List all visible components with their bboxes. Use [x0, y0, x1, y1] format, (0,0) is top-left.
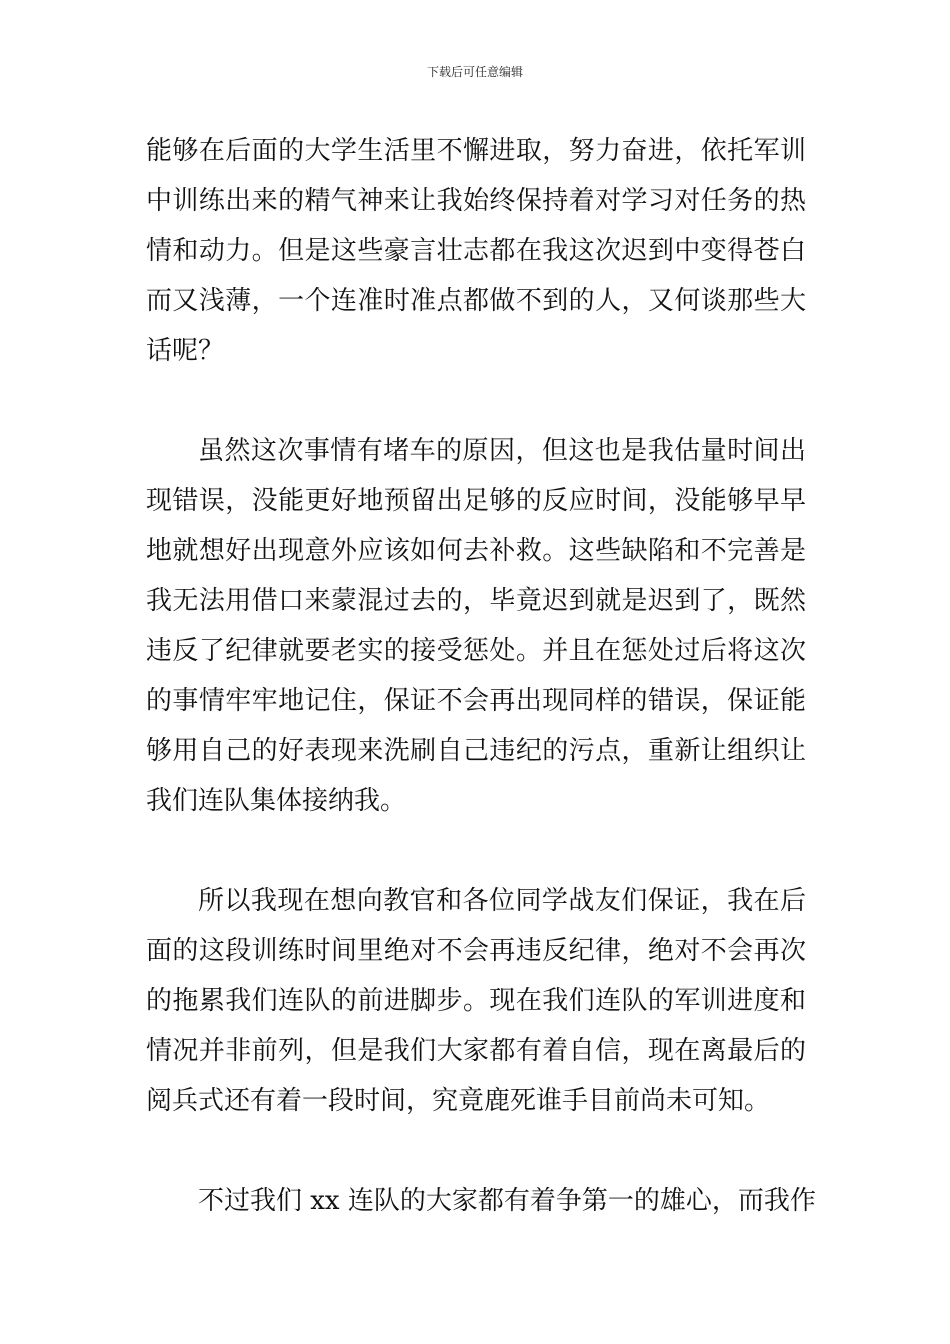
text-line: 情和动力。但是这些豪言壮志都在我这次迟到中变得苍白 [146, 236, 806, 266]
text-line: 够用自己的好表现来洗刷自己违纪的污点，重新让组织让 [146, 736, 806, 766]
text-line: 的拖累我们连队的前进脚步。现在我们连队的军训进度和 [146, 986, 806, 1016]
text-line: 阅兵式还有着一段时间，究竟鹿死谁手目前尚未可知。 [146, 1086, 771, 1116]
paragraph [146, 1176, 816, 1226]
paragraph-gap [146, 826, 806, 876]
paragraph [146, 876, 806, 1126]
text-line: 而又浅薄，一个连准时准点都做不到的人，又何谈那些大 [146, 286, 806, 316]
paragraph [146, 126, 806, 376]
text-line: 地就想好出现意外应该如何去补救。这些缺陷和不完善是 [146, 536, 806, 566]
page-header: 下载后可任意编辑 [426, 65, 523, 79]
text-line: 面的这段训练时间里绝对不会再违反纪律，绝对不会再次 [146, 936, 806, 966]
text-line: 中训练出来的精气神来让我始终保持着对学习对任务的热 [146, 186, 806, 216]
paragraph-gap [146, 1126, 806, 1176]
text-line: 所以我现在想向教官和各位同学战友们保证，我在后 [198, 886, 806, 916]
text-line: 的事情牢牢地记住，保证不会再出现同样的错误，保证能 [146, 686, 806, 716]
text-line: 能够在后面的大学生活里不懈进取，努力奋进，依托军训 [146, 136, 806, 166]
text-line: 话呢？ [146, 336, 225, 366]
text-line: 违反了纪律就要老实的接受惩处。并且在惩处过后将这次 [146, 636, 806, 666]
paragraph [146, 426, 806, 826]
paragraph-gap [146, 376, 806, 426]
text-line: 我无法用借口来蒙混过去的，毕竟迟到就是迟到了，既然 [146, 586, 806, 616]
text-line: 现错误，没能更好地预留出足够的反应时间，没能够早早 [146, 486, 806, 516]
text-line: 情况并非前列，但是我们大家都有着自信，现在离最后的 [146, 1036, 806, 1066]
text-line: 我们连队集体接纳我。 [146, 786, 407, 816]
document-body [146, 126, 816, 1226]
text-line: 虽然这次事情有堵车的原因，但这也是我估量时间出 [198, 436, 806, 466]
text-line: 不过我们 xx 连队的大家都有着争第一的雄心，而我作 [198, 1186, 816, 1216]
